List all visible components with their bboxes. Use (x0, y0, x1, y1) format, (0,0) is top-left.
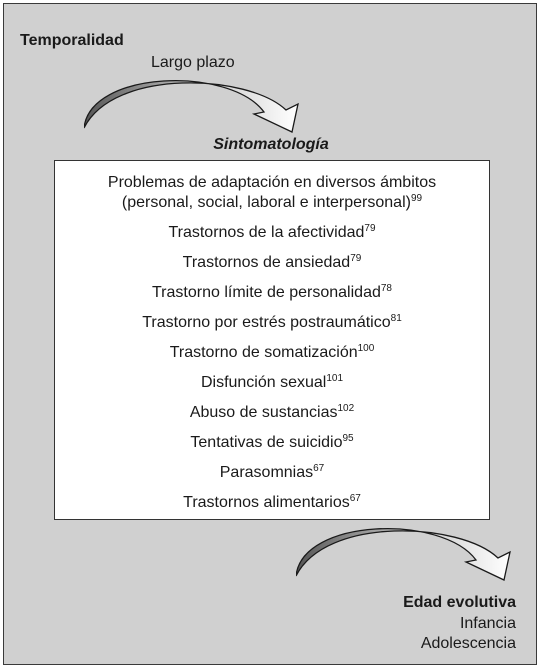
symptom-text: Trastornos de ansiedad (182, 254, 351, 271)
edad-evolutiva-heading: Edad evolutiva (403, 594, 516, 611)
symptom-text: Trastornos alimentarios (183, 494, 350, 511)
symptom-ref: 100 (357, 343, 375, 354)
symptom-item (55, 223, 489, 243)
symptom-item (55, 283, 489, 303)
symptom-ref: 102 (337, 403, 355, 414)
symptom-list (55, 161, 489, 513)
symptom-item (55, 463, 489, 483)
symptom-box (54, 160, 490, 520)
symptom-text: Disfunción sexual (200, 374, 327, 391)
symptom-text: Trastorno de somatización (169, 344, 358, 361)
symptom-item (55, 493, 489, 513)
symptom-item (55, 313, 489, 333)
symptom-item (55, 373, 489, 393)
largo-plazo-label: Largo plazo (151, 54, 235, 71)
symptom-text: Problemas de adaptación en diversos ámbitos (107, 174, 437, 191)
symptom-ref: 99 (410, 193, 423, 204)
symptom-text: Parasomnias (219, 464, 314, 481)
symptom-ref: 67 (313, 463, 325, 474)
symptom-text: Abuso de sustancias (189, 404, 338, 421)
curved-arrow-bottom (296, 520, 536, 590)
adolescencia-label: Adolescencia (420, 635, 516, 652)
symptom-ref: 79 (364, 223, 376, 234)
symptom-ref: 67 (349, 493, 361, 504)
temporalidad-heading: Temporalidad (20, 32, 124, 49)
symptom-text: Trastornos de la afectividad (168, 224, 365, 241)
symptom-item (55, 173, 489, 213)
arrow-top-shape (84, 81, 298, 132)
symptom-item (55, 343, 489, 363)
symptom-ref: 78 (380, 283, 392, 294)
symptom-item (55, 253, 489, 273)
symptom-item (55, 403, 489, 423)
symptom-ref: 81 (390, 313, 402, 324)
symptom-ref: 101 (326, 373, 344, 384)
symptom-ref: 79 (350, 253, 362, 264)
symptom-text-line2: (personal, social, laboral e interpersonal) (121, 194, 411, 211)
symptom-text: Tentativas de suicidio (190, 434, 343, 451)
infancia-label: Infancia (459, 615, 516, 632)
curved-arrow-top (84, 72, 324, 142)
symptom-text: Trastorno por estrés postraumático (142, 314, 391, 331)
sintomatologia-title: Sintomatología (213, 136, 329, 153)
arrow-bottom-shape (296, 529, 510, 580)
symptom-item (55, 433, 489, 453)
symptom-text: Trastorno límite de personalidad (152, 284, 381, 301)
age-stage-list (421, 614, 516, 654)
symptom-ref: 95 (342, 433, 354, 444)
